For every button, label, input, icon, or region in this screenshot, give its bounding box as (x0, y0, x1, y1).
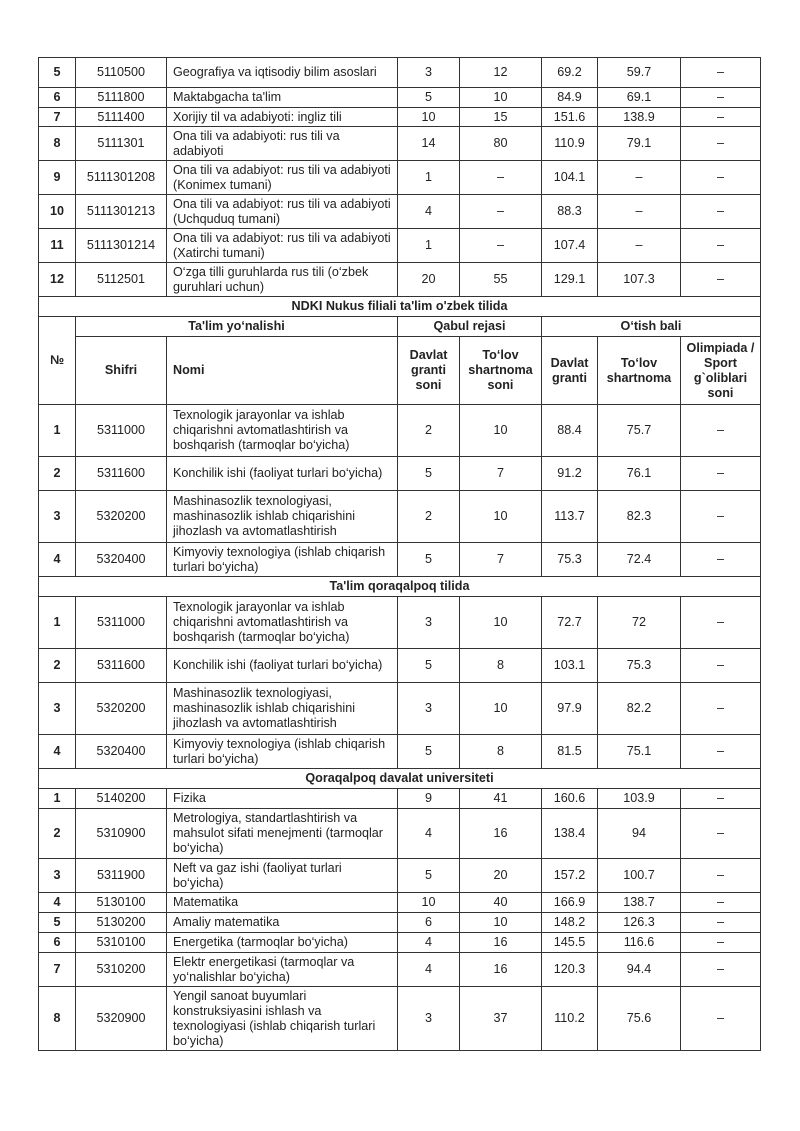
score-grant: 110.9 (542, 127, 598, 161)
score-olympiad: – (681, 161, 761, 195)
plan-grant: 9 (398, 789, 460, 809)
plan-contract: 16 (460, 953, 542, 987)
score-contract: 116.6 (598, 933, 681, 953)
score-grant: 104.1 (542, 161, 598, 195)
score-olympiad: – (681, 987, 761, 1051)
program-name: Ona tili va adabiyoti: rus tili va adabiyoti (167, 127, 398, 161)
program-name: Amaliy matematika (167, 913, 398, 933)
table-row (39, 127, 761, 161)
plan-contract: 37 (460, 987, 542, 1051)
plan-contract: 20 (460, 859, 542, 893)
program-name: Geografiya va iqtisodiy bilim asoslari (167, 58, 398, 88)
plan-grant: 5 (398, 543, 460, 577)
row-number: 7 (39, 108, 76, 127)
section-title: Qoraqalpoq davalat universiteti (39, 769, 761, 789)
table-row (39, 597, 761, 649)
plan-grant: 5 (398, 735, 460, 769)
program-name: Ona tili va adabiyot: rus tili va adabiyoti (Xatirchi tumani) (167, 229, 398, 263)
score-grant: 113.7 (542, 491, 598, 543)
program-code: 5311000 (76, 405, 167, 457)
program-name: Texnologik jarayonlar va ishlab chiqarishni avtomatlashtirish va boshqarish (tarmoqlar bo‘yicha) (167, 597, 398, 649)
program-name: Matematika (167, 893, 398, 913)
program-code: 5140200 (76, 789, 167, 809)
header-num: № (39, 317, 76, 405)
program-name: Neft va gaz ishi (faoliyat turlari bo‘yicha) (167, 859, 398, 893)
program-code: 5110500 (76, 58, 167, 88)
table-row (39, 108, 761, 127)
score-contract: 100.7 (598, 859, 681, 893)
row-number: 12 (39, 263, 76, 297)
score-contract: 103.9 (598, 789, 681, 809)
row-number: 5 (39, 913, 76, 933)
score-contract: 76.1 (598, 457, 681, 491)
program-code: 5311900 (76, 859, 167, 893)
plan-grant: 4 (398, 953, 460, 987)
row-number: 7 (39, 953, 76, 987)
score-grant: 103.1 (542, 649, 598, 683)
score-contract: 82.2 (598, 683, 681, 735)
program-name: Energetika (tarmoqlar bo‘yicha) (167, 933, 398, 953)
score-contract: – (598, 195, 681, 229)
plan-grant: 3 (398, 597, 460, 649)
score-grant: 84.9 (542, 88, 598, 108)
header-plan-grant: Davlat granti soni (398, 337, 460, 405)
plan-grant: 4 (398, 809, 460, 859)
score-olympiad: – (681, 933, 761, 953)
header-score-olympiad: Olimpiada / Sport g`oliblari soni (681, 337, 761, 405)
score-grant: 148.2 (542, 913, 598, 933)
program-name: Konchilik ishi (faoliyat turlari bo‘yicha) (167, 457, 398, 491)
row-number: 9 (39, 161, 76, 195)
plan-grant: 6 (398, 913, 460, 933)
plan-grant: 5 (398, 457, 460, 491)
score-contract: – (598, 229, 681, 263)
score-olympiad: – (681, 491, 761, 543)
table-row (39, 58, 761, 88)
score-grant: 91.2 (542, 457, 598, 491)
plan-contract: 8 (460, 735, 542, 769)
row-number: 2 (39, 649, 76, 683)
score-grant: 97.9 (542, 683, 598, 735)
plan-contract: 16 (460, 933, 542, 953)
table-row (39, 933, 761, 953)
score-contract: 82.3 (598, 491, 681, 543)
score-olympiad: – (681, 195, 761, 229)
plan-contract: 41 (460, 789, 542, 809)
score-olympiad: – (681, 893, 761, 913)
score-olympiad: – (681, 543, 761, 577)
program-name: Maktabgacha ta'lim (167, 88, 398, 108)
program-code: 5320900 (76, 987, 167, 1051)
table-row (39, 913, 761, 933)
program-code: 5320400 (76, 543, 167, 577)
score-grant: 88.4 (542, 405, 598, 457)
table-row (39, 491, 761, 543)
program-code: 5111800 (76, 88, 167, 108)
table-row (39, 263, 761, 297)
program-name: Kimyoviy texnologiya (ishlab chiqarish turlari bo‘yicha) (167, 543, 398, 577)
score-grant: 145.5 (542, 933, 598, 953)
score-olympiad: – (681, 649, 761, 683)
score-olympiad: – (681, 108, 761, 127)
table-row (39, 809, 761, 859)
score-contract: 107.3 (598, 263, 681, 297)
score-olympiad: – (681, 405, 761, 457)
plan-grant: 10 (398, 893, 460, 913)
plan-contract: 55 (460, 263, 542, 297)
plan-contract: 7 (460, 457, 542, 491)
program-code: 5112501 (76, 263, 167, 297)
admission-scores-page (38, 57, 760, 1051)
table-row (39, 405, 761, 457)
row-number: 6 (39, 88, 76, 108)
plan-contract: 12 (460, 58, 542, 88)
program-name: Konchilik ishi (faoliyat turlari bo‘yicha) (167, 649, 398, 683)
program-code: 5311000 (76, 597, 167, 649)
program-code: 5320400 (76, 735, 167, 769)
table-row (39, 649, 761, 683)
plan-contract: – (460, 161, 542, 195)
row-number: 4 (39, 735, 76, 769)
program-name: O‘zga tilli guruhlarda rus tili (o‘zbek guruhlari uchun) (167, 263, 398, 297)
plan-grant: 3 (398, 987, 460, 1051)
plan-grant: 2 (398, 405, 460, 457)
program-name: Metrologiya, standartlashtirish va mahsulot sifati menejmenti (tarmoqlar bo‘yicha) (167, 809, 398, 859)
row-number: 5 (39, 58, 76, 88)
score-contract: 59.7 (598, 58, 681, 88)
section-title-row (39, 297, 761, 317)
score-grant: 110.2 (542, 987, 598, 1051)
score-grant: 75.3 (542, 543, 598, 577)
row-number: 1 (39, 789, 76, 809)
score-contract: 126.3 (598, 913, 681, 933)
score-olympiad: – (681, 597, 761, 649)
row-number: 3 (39, 683, 76, 735)
program-code: 5130200 (76, 913, 167, 933)
table-row (39, 88, 761, 108)
row-number: 2 (39, 457, 76, 491)
table-row (39, 953, 761, 987)
plan-contract: 8 (460, 649, 542, 683)
table-row (39, 195, 761, 229)
table-row (39, 457, 761, 491)
program-name: Ona tili va adabiyot: rus tili va adabiyoti (Konimex tumani) (167, 161, 398, 195)
score-olympiad: – (681, 809, 761, 859)
table-row (39, 543, 761, 577)
score-contract: – (598, 161, 681, 195)
header-plan-contract: To‘lov shartnoma soni (460, 337, 542, 405)
plan-grant: 14 (398, 127, 460, 161)
plan-grant: 1 (398, 161, 460, 195)
score-olympiad: – (681, 789, 761, 809)
score-olympiad: – (681, 913, 761, 933)
plan-contract: 10 (460, 913, 542, 933)
score-contract: 75.1 (598, 735, 681, 769)
plan-contract: 7 (460, 543, 542, 577)
score-grant: 157.2 (542, 859, 598, 893)
row-number: 11 (39, 229, 76, 263)
plan-grant: 1 (398, 229, 460, 263)
plan-contract: 10 (460, 88, 542, 108)
row-number: 6 (39, 933, 76, 953)
plan-contract: 16 (460, 809, 542, 859)
plan-grant: 2 (398, 491, 460, 543)
score-olympiad: – (681, 735, 761, 769)
table-row (39, 161, 761, 195)
plan-contract: 10 (460, 597, 542, 649)
plan-contract: 40 (460, 893, 542, 913)
program-name: Kimyoviy texnologiya (ishlab chiqarish turlari bo‘yicha) (167, 735, 398, 769)
admission-table (38, 57, 761, 1051)
score-grant: 120.3 (542, 953, 598, 987)
score-contract: 138.7 (598, 893, 681, 913)
program-code: 5111301208 (76, 161, 167, 195)
row-number: 1 (39, 405, 76, 457)
row-number: 8 (39, 127, 76, 161)
plan-grant: 5 (398, 88, 460, 108)
table-row (39, 893, 761, 913)
row-number: 1 (39, 597, 76, 649)
score-olympiad: – (681, 683, 761, 735)
score-contract: 75.7 (598, 405, 681, 457)
score-contract: 72 (598, 597, 681, 649)
program-code: 5310900 (76, 809, 167, 859)
program-name: Ona tili va adabiyot: rus tili va adabiyoti (Uchquduq tumani) (167, 195, 398, 229)
score-grant: 138.4 (542, 809, 598, 859)
table-row (39, 859, 761, 893)
score-grant: 129.1 (542, 263, 598, 297)
program-name: Fizika (167, 789, 398, 809)
score-olympiad: – (681, 127, 761, 161)
section-title-row (39, 577, 761, 597)
program-code: 5310100 (76, 933, 167, 953)
plan-contract: 10 (460, 683, 542, 735)
section-title-row (39, 769, 761, 789)
header-direction: Ta'lim yo‘nalishi (76, 317, 398, 337)
table-row (39, 735, 761, 769)
score-contract: 94 (598, 809, 681, 859)
plan-grant: 5 (398, 649, 460, 683)
score-olympiad: – (681, 88, 761, 108)
plan-contract: – (460, 229, 542, 263)
program-name: Yengil sanoat buyumlari konstruksiyasini ishlash va texnologiyasi (ishlab chiqarish turlari bo‘yicha) (167, 987, 398, 1051)
header-score-contract: To‘lov shartnoma (598, 337, 681, 405)
plan-grant: 3 (398, 58, 460, 88)
row-number: 4 (39, 893, 76, 913)
header-score-grant: Davlat granti (542, 337, 598, 405)
table-row (39, 789, 761, 809)
program-code: 5311600 (76, 649, 167, 683)
row-number: 3 (39, 859, 76, 893)
score-contract: 94.4 (598, 953, 681, 987)
program-code: 5111400 (76, 108, 167, 127)
row-number: 8 (39, 987, 76, 1051)
score-grant: 69.2 (542, 58, 598, 88)
score-contract: 69.1 (598, 88, 681, 108)
program-code: 5111301213 (76, 195, 167, 229)
score-olympiad: – (681, 229, 761, 263)
plan-grant: 20 (398, 263, 460, 297)
header-row-columns (39, 337, 761, 405)
header-name: Nomi (167, 337, 398, 405)
plan-grant: 4 (398, 933, 460, 953)
score-contract: 72.4 (598, 543, 681, 577)
score-olympiad: – (681, 859, 761, 893)
plan-grant: 3 (398, 683, 460, 735)
plan-contract: 80 (460, 127, 542, 161)
program-code: 5111301 (76, 127, 167, 161)
row-number: 4 (39, 543, 76, 577)
score-contract: 75.3 (598, 649, 681, 683)
score-grant: 151.6 (542, 108, 598, 127)
program-name: Mashinasozlik texnologiyasi, mashinasozlik ishlab chiqarishini jihozlash va avtomatlashtirish (167, 491, 398, 543)
score-grant: 160.6 (542, 789, 598, 809)
program-name: Elektr energetikasi (tarmoqlar va yo‘nalishlar bo‘yicha) (167, 953, 398, 987)
program-name: Mashinasozlik texnologiyasi, mashinasozlik ishlab chiqarishini jihozlash va avtomatlashtirish (167, 683, 398, 735)
program-code: 5320200 (76, 491, 167, 543)
score-contract: 138.9 (598, 108, 681, 127)
table-row (39, 683, 761, 735)
score-olympiad: – (681, 58, 761, 88)
score-contract: 79.1 (598, 127, 681, 161)
program-name: Xorijiy til va adabiyoti: ingliz tili (167, 108, 398, 127)
program-code: 5130100 (76, 893, 167, 913)
section-title: NDKI Nukus filiali ta'lim o'zbek tilida (39, 297, 761, 317)
score-grant: 107.4 (542, 229, 598, 263)
score-grant: 166.9 (542, 893, 598, 913)
table-row (39, 987, 761, 1051)
section-title: Ta'lim qoraqalpoq tilida (39, 577, 761, 597)
row-number: 10 (39, 195, 76, 229)
score-grant: 81.5 (542, 735, 598, 769)
header-code: Shifri (76, 337, 167, 405)
score-olympiad: – (681, 457, 761, 491)
plan-grant: 10 (398, 108, 460, 127)
header-row-groups (39, 317, 761, 337)
program-code: 5111301214 (76, 229, 167, 263)
plan-contract: – (460, 195, 542, 229)
plan-contract: 10 (460, 491, 542, 543)
score-contract: 75.6 (598, 987, 681, 1051)
score-grant: 72.7 (542, 597, 598, 649)
plan-contract: 15 (460, 108, 542, 127)
program-name: Texnologik jarayonlar va ishlab chiqarishni avtomatlashtirish va boshqarish (tarmoqlar bo‘yicha) (167, 405, 398, 457)
program-code: 5310200 (76, 953, 167, 987)
plan-grant: 5 (398, 859, 460, 893)
row-number: 3 (39, 491, 76, 543)
score-olympiad: – (681, 263, 761, 297)
header-score: O‘tish bali (542, 317, 761, 337)
score-grant: 88.3 (542, 195, 598, 229)
program-code: 5311600 (76, 457, 167, 491)
plan-contract: 10 (460, 405, 542, 457)
plan-grant: 4 (398, 195, 460, 229)
program-code: 5320200 (76, 683, 167, 735)
row-number: 2 (39, 809, 76, 859)
table-row (39, 229, 761, 263)
header-plan: Qabul rejasi (398, 317, 542, 337)
score-olympiad: – (681, 953, 761, 987)
